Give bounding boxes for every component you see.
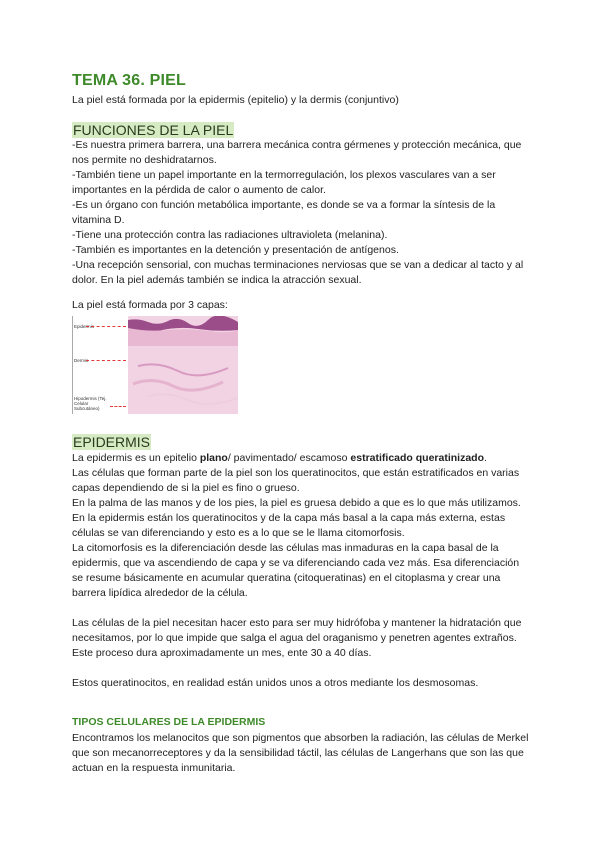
tipos-celulares-text: Encontramos los melanocitos que son pigmentos que absorben la radiación, las células de Merkel que son mecanorreceptores y da la sensibilidad táctil, las células de Langerhans que son las que actuan en la respuesta inmunitaria.	[72, 732, 529, 774]
funcion-item: -También es importantes en la detención y presentación de antígenos.	[72, 244, 399, 256]
label-hipodermis: Hipodermis (Tej. Celular Subcutáneo)	[74, 396, 107, 411]
epidermis-paragraph: En la epidermis están los queratinocitos y de la capa más basal a la capa más externa, estas células se van diferenciando y esto es a lo que se le llama citomorfosis.	[72, 512, 506, 539]
epidermis-definition: La epidermis es un epitelio plano/ pavimentado/ escamoso estratificado queratinizado.	[72, 452, 487, 464]
figure-border	[72, 316, 73, 414]
funcion-item: -Tiene una protección contra las radiaciones ultravioleta (melanina).	[72, 229, 388, 241]
funcion-item: -Una recepción sensorial, con muchas terminaciones nerviosas que se van a dedicar al tacto y al dolor. En la piel además también se indica la atracción sexual.	[72, 259, 524, 286]
capas-text: La piel está formada por 3 capas:	[72, 299, 228, 311]
epidermis-paragraph: Las células que forman parte de la piel son los queratinocitos, que están estratificados en varias capas dependiendo de si la piel es fino o grueso.	[72, 467, 520, 494]
funcion-item: -Es un órgano con función metabólica importante, es donde se va a formar la síntesis de la vitamina D.	[72, 199, 496, 226]
section-heading-epidermis: EPIDERMIS	[73, 434, 151, 450]
figure-label-strip	[72, 316, 128, 414]
label-pointer	[86, 326, 126, 327]
page-title: TEMA 36. PIEL	[72, 72, 187, 89]
label-epidermis: Epidermis	[74, 324, 95, 329]
skin-layers-figure	[72, 316, 168, 414]
section-heading-funciones: FUNCIONES DE LA PIEL	[73, 122, 234, 138]
epidermis-paragraph: En la palma de las manos y de los pies, la piel es gruesa debido a que es lo que más utilizamos.	[72, 497, 521, 509]
epidermis-paragraph: Las células de la piel necesitan hacer esto para ser muy hidrófoba y mantener la hidratación que necesitamos, por lo que impide que salga el agua del oraganismo y penetren agentes extraños. Este proceso dura aproximadamente un mes, ente 30 a 40 días.	[72, 617, 522, 659]
subheading-tipos-celulares: TIPOS CELULARES DE LA EPIDERMIS	[72, 716, 266, 728]
intro-text: La piel está formada por la epidermis (epitelio) y la dermis (conjuntivo)	[72, 94, 399, 106]
epidermis-paragraph: La citomorfosis es la diferenciación desde las células mas inmaduras en la capa basal de la epidermis, que va ascendiendo de capa y se va diferenciando cada vez más. Esa diferenciación se resume básicamente en acumular queratina (citoqueratinas) en el citoplasma y crear una barrera lipídica alrededor de la célula.	[72, 542, 520, 599]
funciones-list	[72, 138, 532, 288]
skin-histology-image	[128, 316, 238, 414]
funcion-item: -También tiene un papel importante en la termorregulación, los plexos vasculares van a ser importantes en la pérdida de calor o aumento de calor.	[72, 169, 496, 196]
label-dermis: Dermis	[74, 358, 89, 363]
funcion-item: -Es nuestra primera barrera, una barrera mecánica contra gérmenes y protección mecánica, que nos permite no deshidratarnos.	[72, 139, 522, 166]
label-pointer	[86, 360, 126, 361]
epidermis-paragraph: Estos queratinocitos, en realidad están unidos unos a otros mediante los desmosomas.	[72, 677, 479, 689]
label-pointer	[110, 406, 126, 407]
epidermis-body	[72, 451, 532, 691]
